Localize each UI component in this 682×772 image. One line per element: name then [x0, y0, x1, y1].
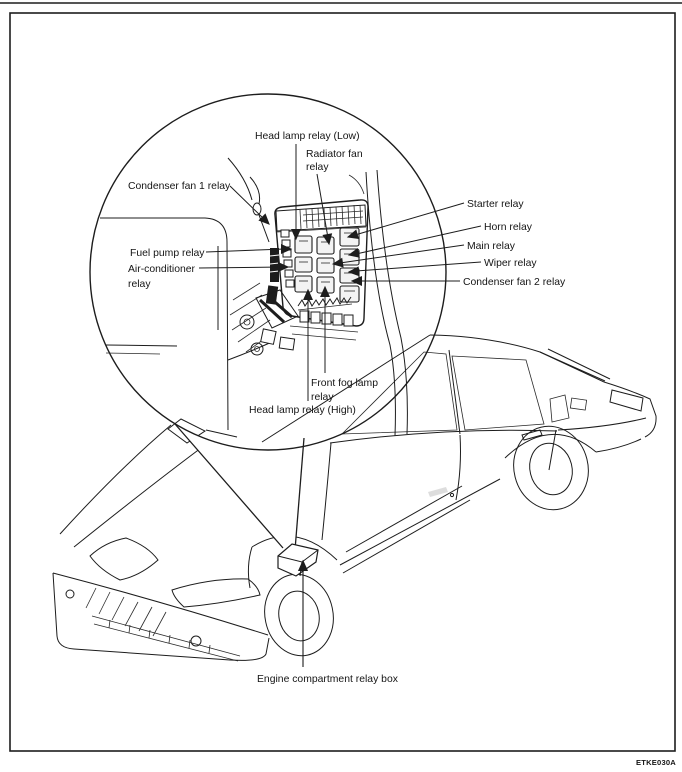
grille-hatch-lines [86, 588, 166, 636]
wiring-connector [266, 248, 279, 305]
figure-code: ETKE030A [635, 758, 676, 767]
label-head-lamp-low: Head lamp relay (Low) [255, 131, 360, 142]
page-frame [0, 3, 682, 751]
label-radiator-fan-line2: relay [306, 162, 329, 173]
relay-box [256, 200, 368, 350]
label-front-fog-line1: Front fog lamp [311, 378, 378, 389]
label-air-conditioner-line2: relay [128, 279, 151, 290]
label-radiator-fan-line1: Radiator fan [306, 149, 363, 160]
leader-condenser-fan-1 [230, 186, 272, 227]
leader-wiper [349, 262, 481, 276]
label-front-fog-line2: relay [311, 392, 334, 403]
leader-engine-relay-box [299, 561, 307, 667]
label-condenser-fan-2: Condenser fan 2 relay [463, 277, 566, 288]
leader-condenser-fan-2 [352, 277, 460, 285]
label-fuel-pump: Fuel pump relay [130, 248, 205, 259]
label-head-lamp-high: Head lamp relay (High) [249, 405, 356, 416]
relay-box-on-car [278, 544, 318, 576]
label-air-conditioner-line1: Air-conditioner [128, 264, 195, 275]
magnifier-funnel [175, 424, 304, 550]
label-main: Main relay [467, 241, 515, 252]
label-condenser-fan-1: Condenser fan 1 relay [128, 181, 231, 192]
label-wiper: Wiper relay [484, 258, 537, 269]
label-horn: Horn relay [484, 222, 532, 233]
caption-engine-relay-box: Engine compartment relay box [257, 674, 398, 685]
label-starter: Starter relay [467, 199, 524, 210]
